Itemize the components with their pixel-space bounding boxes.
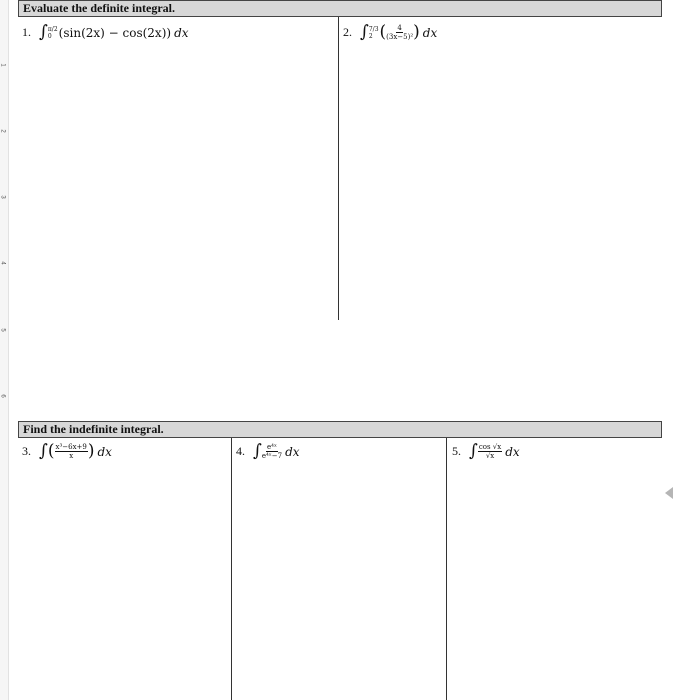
scroll-arrow-icon[interactable] [665, 487, 673, 499]
problem-2 [343, 24, 437, 41]
numerator: cos √x [478, 443, 502, 451]
differential: dx [97, 444, 112, 459]
integral-sign: ∫ [39, 22, 48, 42]
denominator: x [69, 452, 74, 460]
lower-limit: 0 [47, 32, 52, 40]
ruler-number: 3 [0, 195, 6, 199]
problem-number: 3. [22, 444, 31, 458]
upper-limit: π/2 [47, 25, 58, 33]
section-header-definite [18, 0, 662, 17]
differential: dx [422, 25, 438, 40]
problem-4-expression [253, 443, 300, 460]
vertical-ruler [0, 0, 9, 700]
problem-1 [22, 24, 189, 41]
column-divider [338, 17, 339, 320]
ruler-number: 2 [0, 129, 6, 133]
ruler-number: 1 [0, 63, 6, 67]
problem-5 [452, 443, 520, 460]
integral-sign: ∫ [253, 441, 262, 461]
problem-number: 5. [452, 444, 461, 458]
upper-limit: 7/3 [368, 25, 379, 33]
column-divider [446, 438, 447, 700]
section-header-indefinite [18, 421, 662, 438]
fraction [478, 443, 502, 460]
ruler-number: 5 [0, 328, 6, 332]
problem-2-expression: ∫ 7/3 2 ( $\frac{4}{\text{(3x−5)²}}$ ) dx [360, 22, 438, 42]
numerator: e⁴ˣ [267, 443, 277, 451]
section-title: Evaluate the definite integral. [23, 1, 175, 15]
numerator: x³−6x+9 [55, 443, 87, 451]
numerator: 4 [397, 24, 402, 32]
fraction [386, 24, 413, 41]
problem-4 [236, 443, 300, 460]
differential: dx [285, 444, 300, 459]
problem-5-expression [469, 443, 520, 460]
integral-limits [369, 26, 379, 40]
integral-sign: ∫ [469, 441, 478, 461]
fraction [262, 443, 282, 460]
problem-1-expression [39, 24, 189, 41]
integrand: (sin(2x) − cos(2x)) [58, 25, 172, 40]
lower-limit: 2 [368, 32, 373, 40]
problem-number: 4. [236, 444, 245, 458]
fraction [55, 443, 88, 460]
problem-3-expression: ∫ ( $\frac{\text{x³−6x+9}}{x}$ ) dx [39, 441, 112, 461]
differential: dx [174, 25, 189, 40]
problem-number: 2. [343, 25, 352, 39]
ruler-number: 4 [0, 261, 6, 265]
column-divider [231, 438, 232, 700]
integral-sign: ∫ [360, 22, 369, 42]
denominator: e⁴ˣ−7 [261, 452, 283, 460]
denominator: √x [485, 452, 495, 460]
differential: dx [505, 444, 520, 459]
integral-sign: ∫ [39, 441, 48, 461]
integral-limits [48, 26, 58, 40]
problem-3 [22, 443, 112, 460]
denominator: (3x−5)² [386, 33, 414, 41]
problem-number: 1. [22, 25, 31, 39]
section-title: Find the indefinite integral. [23, 422, 164, 436]
ruler-number: 6 [0, 394, 6, 398]
